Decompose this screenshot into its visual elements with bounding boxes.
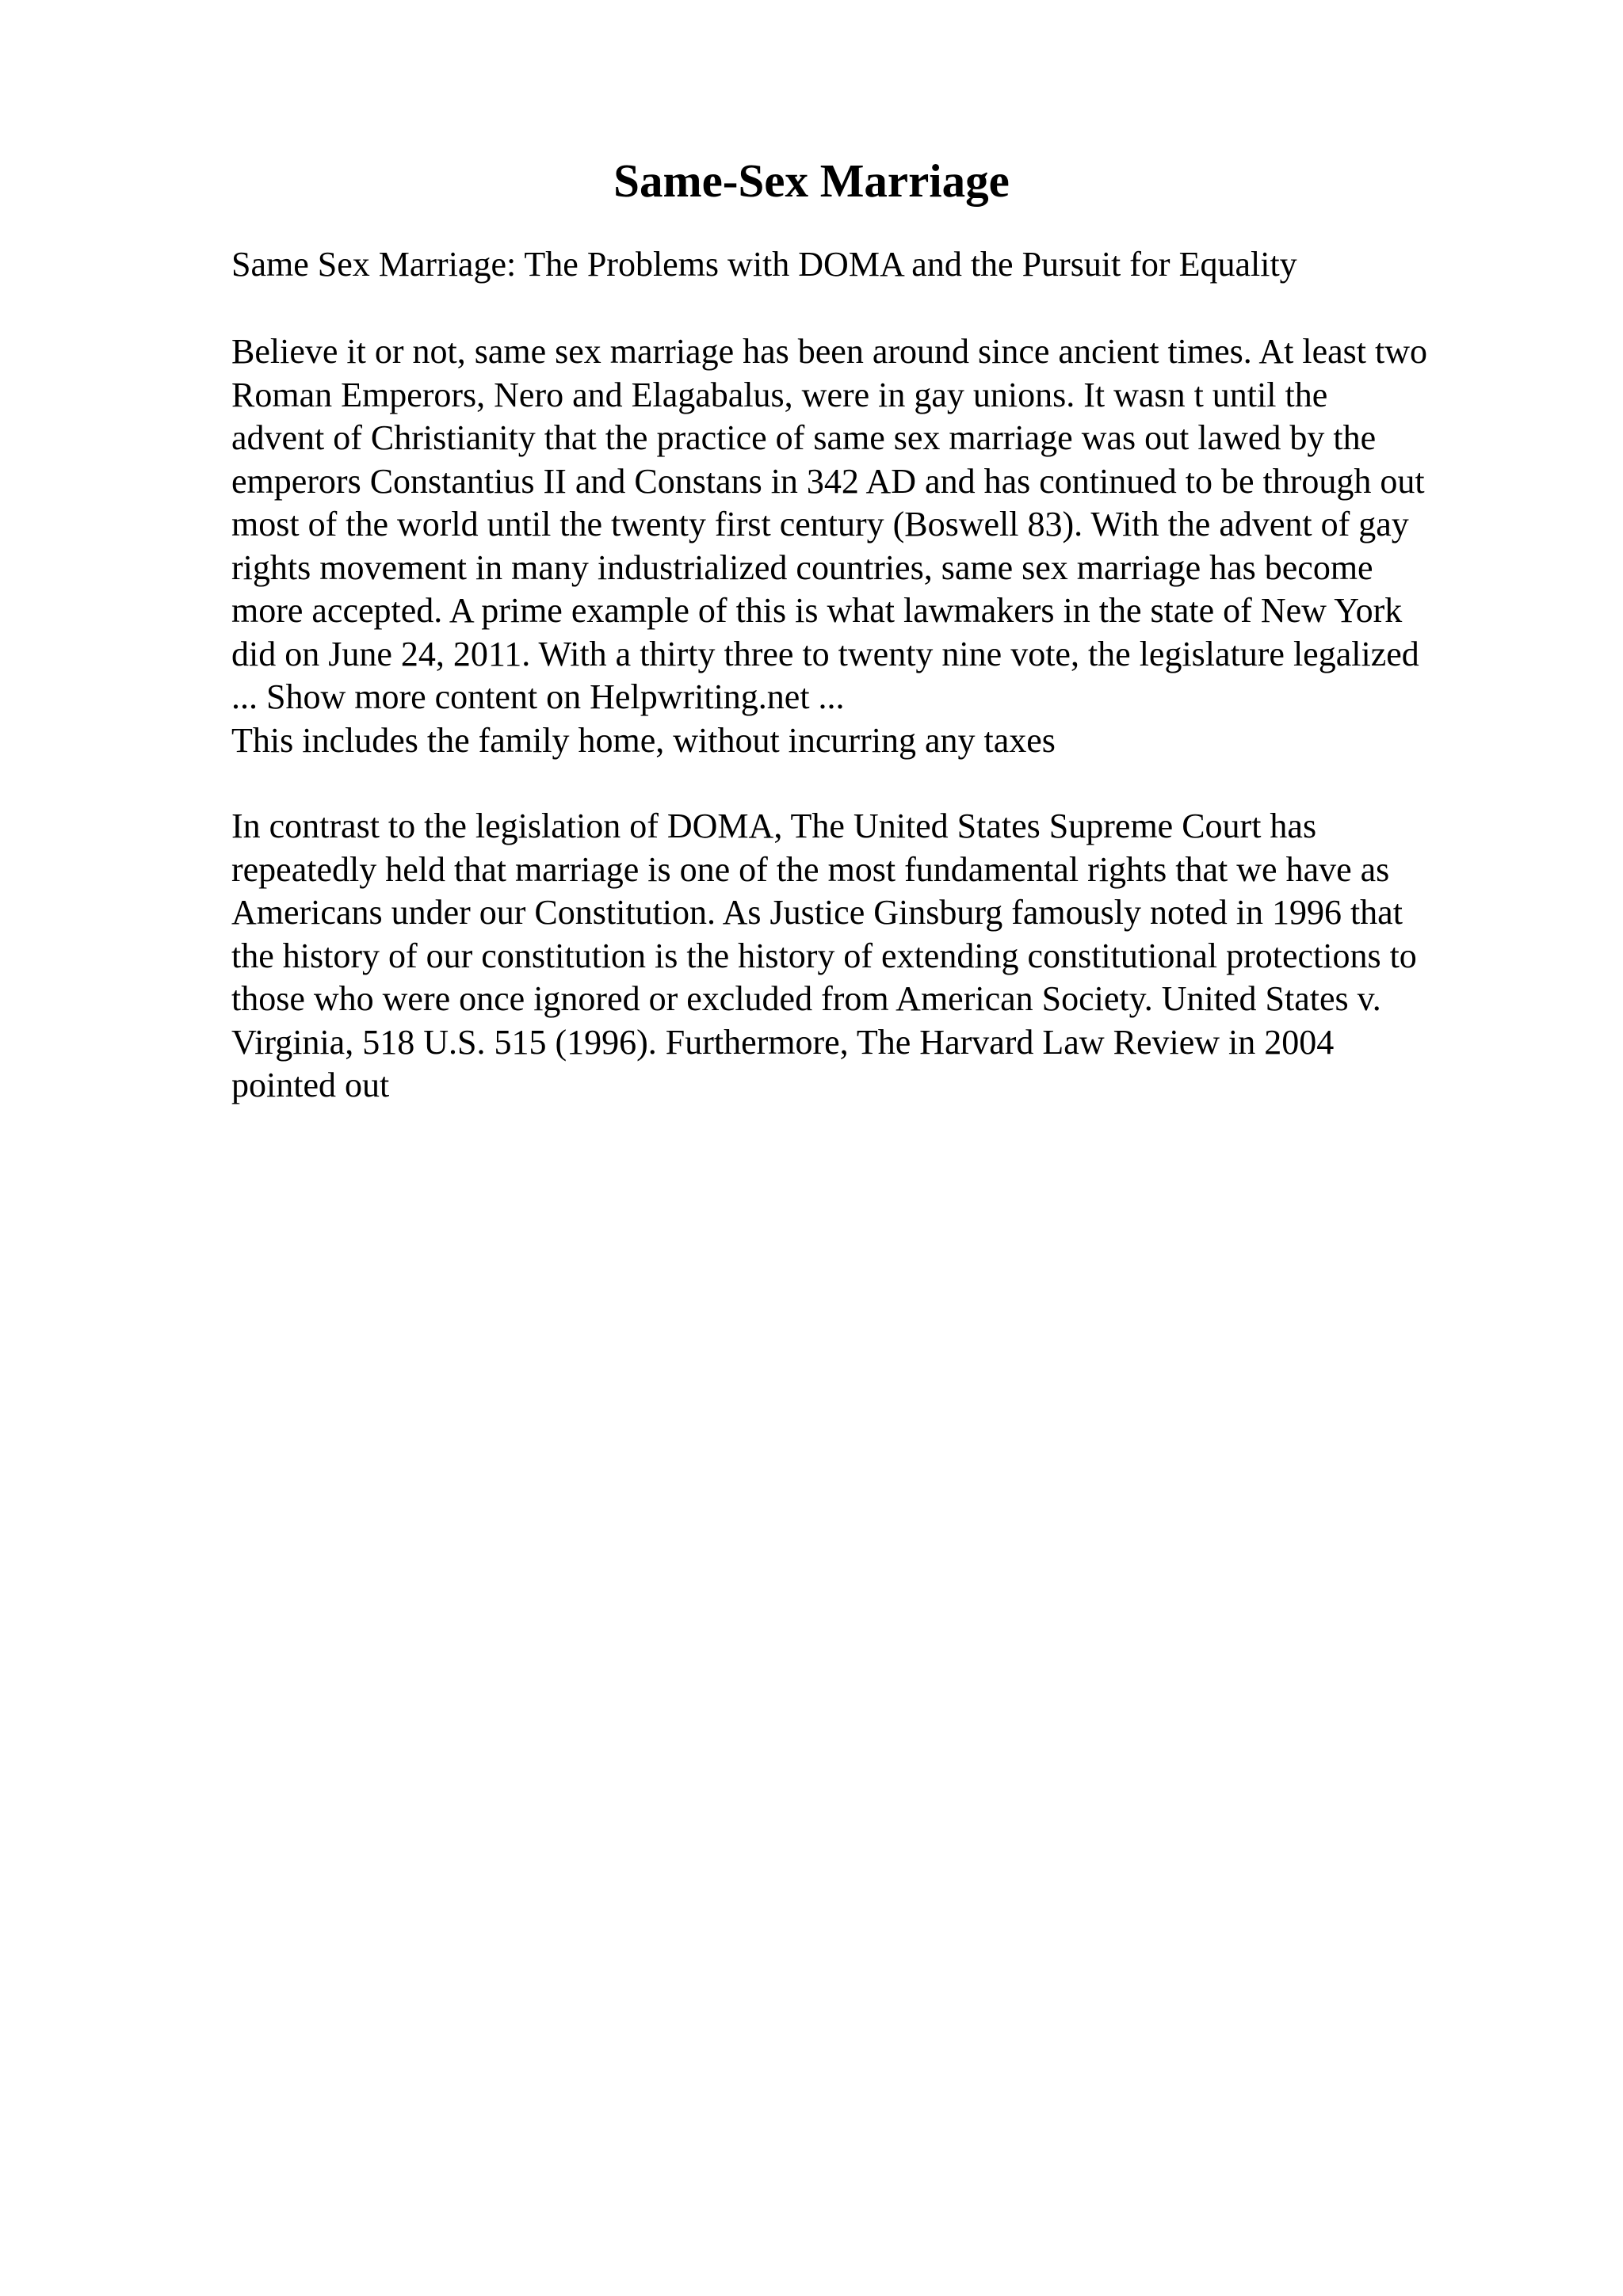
document-title: Same-Sex Marriage xyxy=(613,154,1010,207)
paragraph-line: repeatedly held that marriage is one of the most fundamental rights that we have as xyxy=(231,849,1390,889)
document-subtitle: Same Sex Marriage: The Problems with DOMA and the Pursuit for Equality xyxy=(231,245,1297,284)
paragraph-line: the history of our constitution is the history of extending constitutional protections to xyxy=(231,936,1417,975)
paragraph-line: This includes the family home, without incurring any taxes xyxy=(231,720,1056,760)
paragraph-line: emperors Constantius II and Constans in 342 AD and has continued to be through out xyxy=(231,461,1425,501)
paragraph-line: pointed out xyxy=(231,1066,390,1104)
show-more-link[interactable]: ... Show more content on Helpwriting.net ... xyxy=(231,677,845,716)
paragraph-line: those who were once ignored or excluded from American Society. United States v. xyxy=(231,979,1381,1018)
paragraph-line: advent of Christianity that the practice of same sex marriage was out lawed by the xyxy=(231,418,1377,457)
paragraph-line: did on June 24, 2011. With a thirty three to twenty nine vote, the legislature legalized xyxy=(231,634,1419,673)
paragraph-line: Roman Emperors, Nero and Elagabalus, were in gay unions. It wasn t until the xyxy=(231,375,1328,414)
paragraph-line: Believe it or not, same sex marriage has been around since ancient times. At least two xyxy=(231,332,1427,371)
paragraph-line: Americans under our Constitution. As Justice Ginsburg famously noted in 1996 that xyxy=(231,893,1403,932)
paragraph-1 xyxy=(231,330,1515,762)
paragraph-line: rights movement in many industrialized countries, same sex marriage has become xyxy=(231,547,1373,587)
paragraph-line: more accepted. A prime example of this is what lawmakers in the state of New York xyxy=(231,591,1403,630)
paragraph-line: most of the world until the twenty first century (Boswell 83). With the advent of gay xyxy=(231,505,1409,543)
paragraph-line: In contrast to the legislation of DOMA, The United States Supreme Court has xyxy=(231,807,1317,845)
paragraph-line: Virginia, 518 U.S. 515 (1996). Furthermore, The Harvard Law Review in 2004 xyxy=(231,1022,1335,1062)
paragraph-2 xyxy=(231,805,1515,1108)
